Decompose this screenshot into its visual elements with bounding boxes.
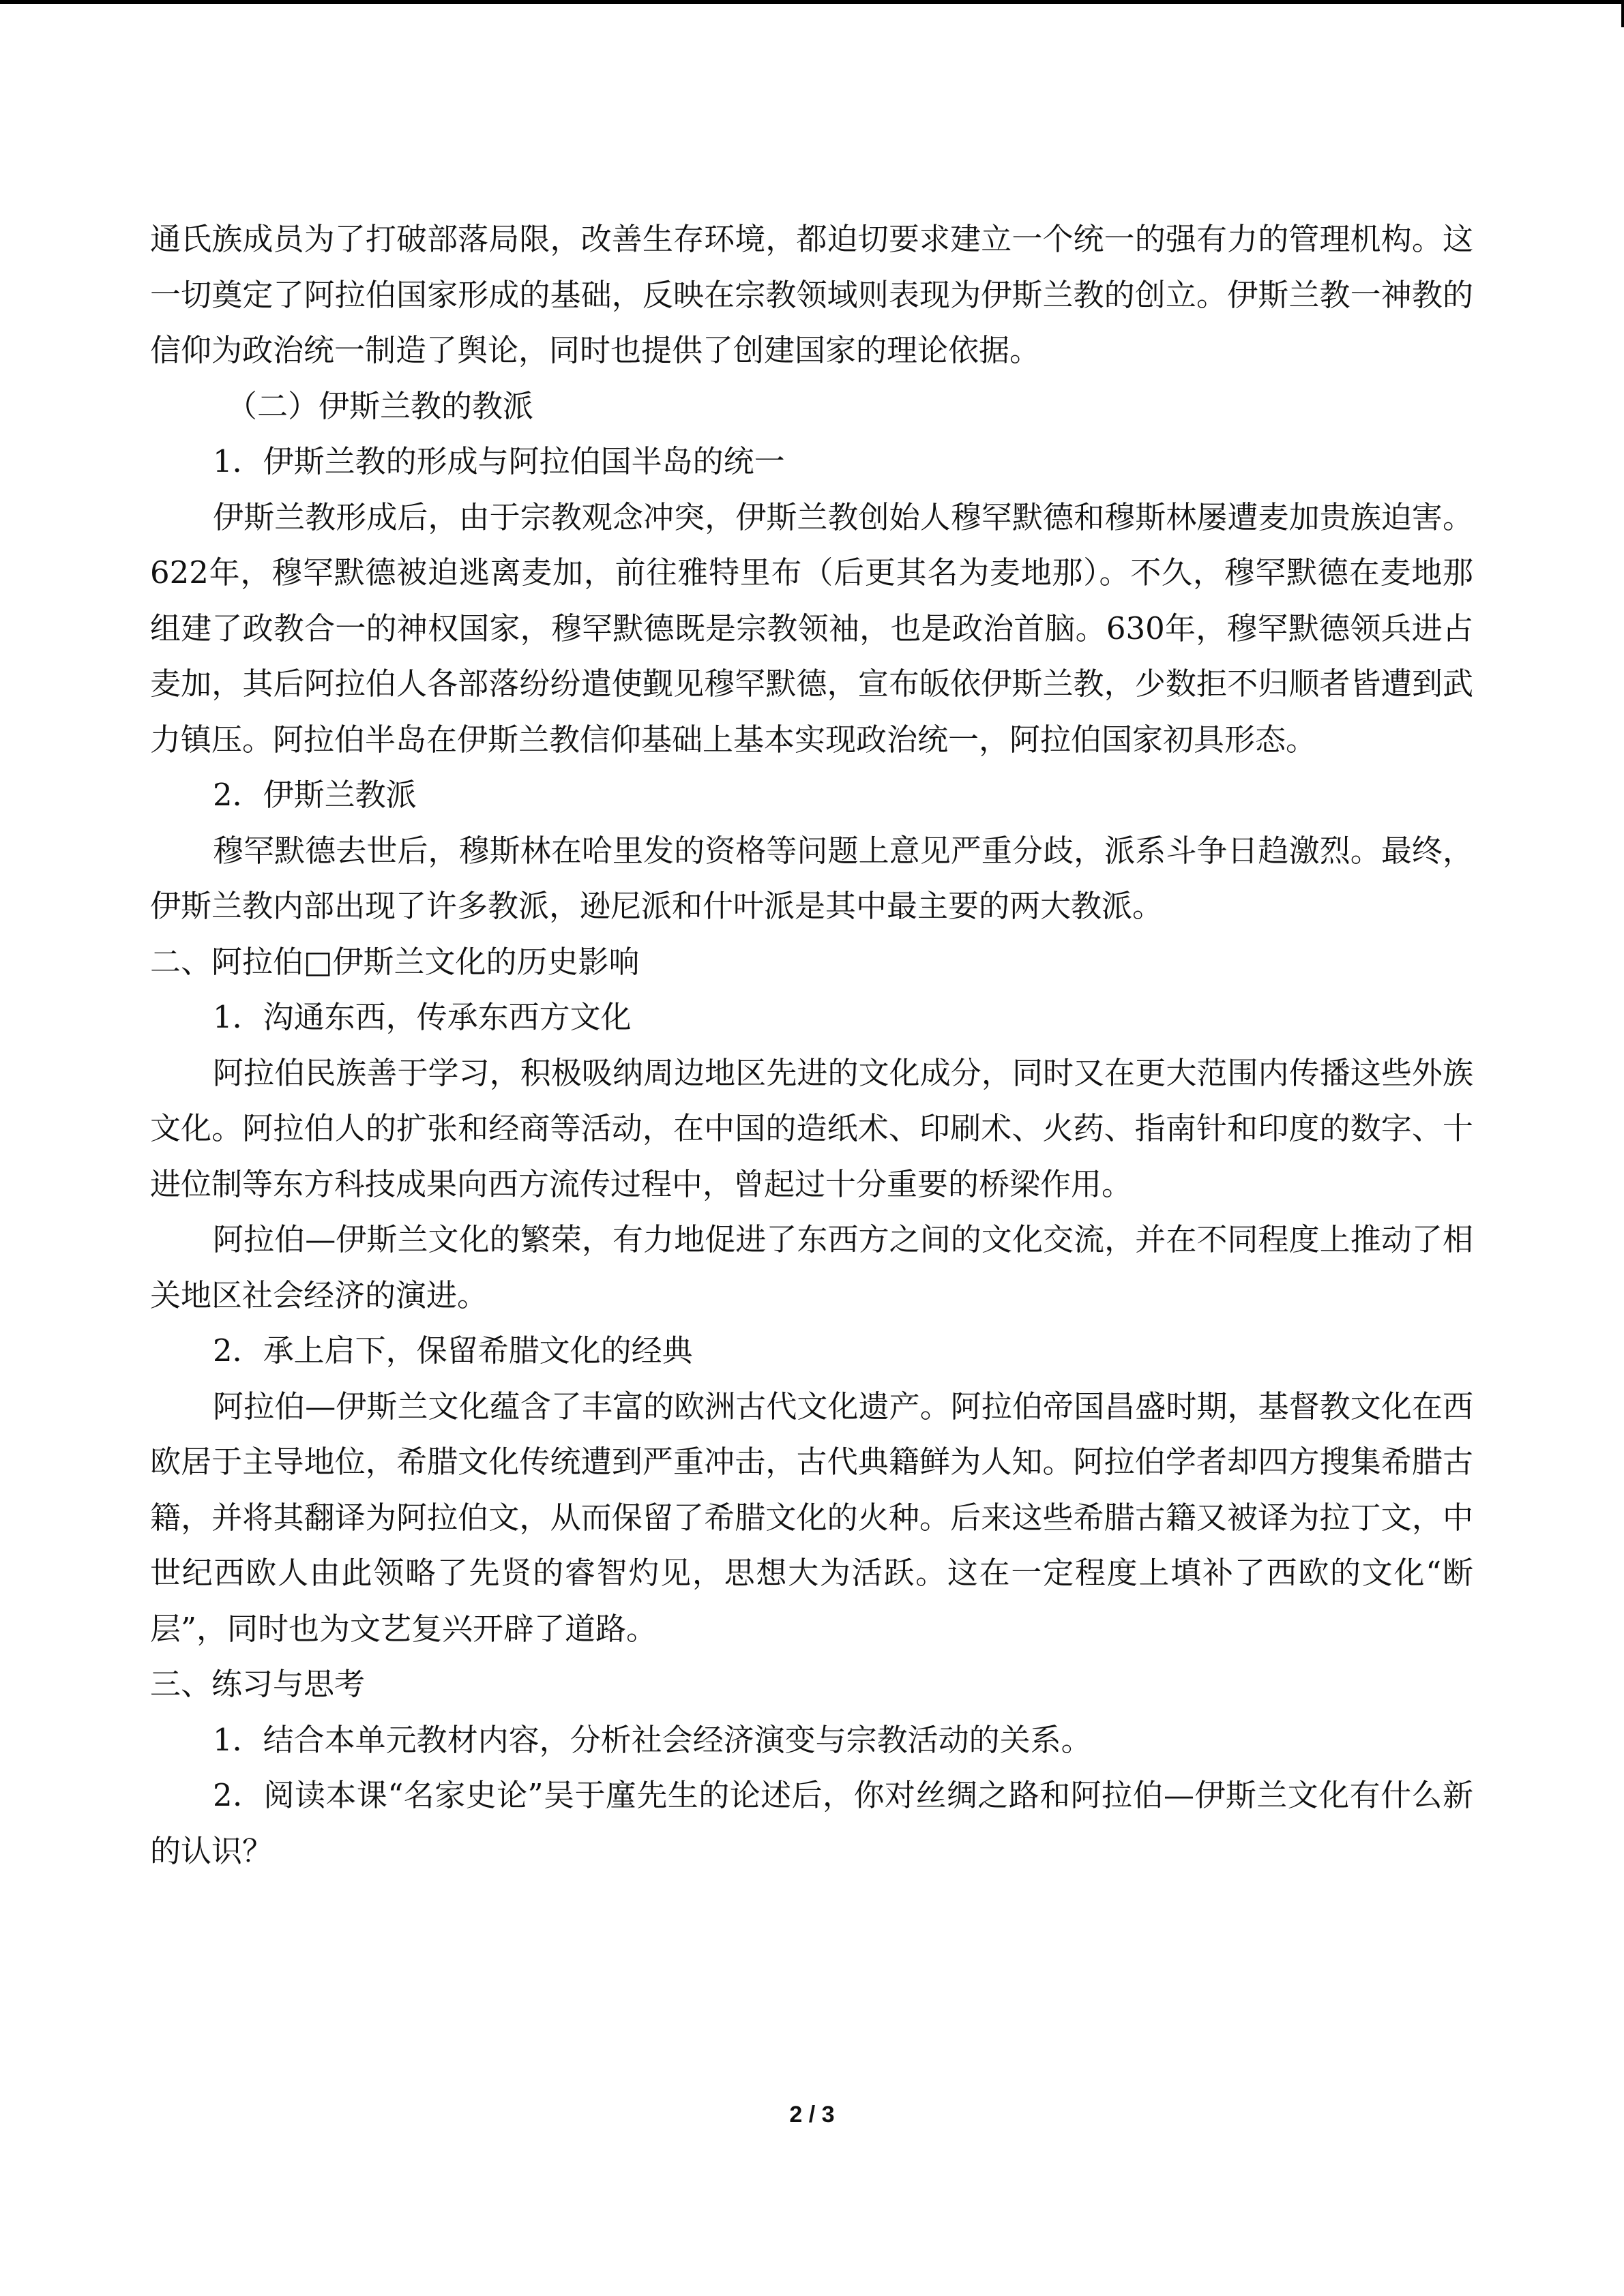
- subheading-greek-classics: 2．承上启下，保留希腊文化的经典: [213, 1332, 693, 1369]
- paragraph-continued: 通氏族成员为了打破部落局限，改善生存环境，都迫切要求建立一个统一的强有力的管理机构。这一切奠定了阿拉伯国家形成的基础，反映在宗教领域则表现为伊斯兰教的创立。伊斯兰教一神教的信仰为政治统一制造了舆论，同时也提供了创建国家的理论依据。: [150, 221, 1473, 368]
- paragraph-greek-heritage: 阿拉伯—伊斯兰文化蕴含了丰富的欧洲古代文化遗产。阿拉伯帝国昌盛时期，基督教文化在西欧居于主导地位，希腊文化传统遭到严重冲击，古代典籍鲜为人知。阿拉伯学者却四方搜集希腊古籍，并将其翻译为阿拉伯文，从而保留了希腊文化的火种。后来这些希腊古籍又被译为拉丁文，中世纪西欧人由此领略了先贤的睿智灼见，思想大为活跃。这在一定程度上填补了西欧的文化“断层”，同时也为文艺复兴开辟了道路。: [150, 1388, 1473, 1647]
- exercise-question-1: 1．结合本单元教材内容，分析社会经济演变与宗教活动的关系。: [213, 1721, 1092, 1758]
- subheading-formation-unification: 1．伊斯兰教的形成与阿拉伯国半岛的统一: [213, 443, 785, 479]
- page-number: 2 / 3: [789, 2102, 835, 2128]
- corner-mark: [1621, 0, 1624, 27]
- subheading-east-west: 1．沟通东西，传承东西方文化: [213, 999, 632, 1035]
- paragraph-cultural-exchange: 阿拉伯—伊斯兰文化的繁荣，有力地促进了东西方之间的文化交流，并在不同程度上推动了相关地区社会经济的演进。: [150, 1221, 1473, 1313]
- exercise-question-2: 2．阅读本课“名家史论”吴于廑先生的论述后，你对丝绸之路和阿拉伯—伊斯兰文化有什么新的认识？: [150, 1777, 1473, 1869]
- top-border-rule: [0, 0, 1624, 4]
- document-body: [150, 211, 1473, 1879]
- paragraph-muhammad-history: 伊斯兰教形成后，由于宗教观念冲突，伊斯兰教创始人穆罕默德和穆斯林屡遭麦加贵族迫害。622年，穆罕默德被迫逃离麦加，前往雅特里布（后更其名为麦地那）。不久，穆罕默德在麦地那组建了政教合一的神权国家，穆罕默德既是宗教领袖，也是政治首脑。630年，穆罕默德领兵进占麦加，其后阿拉伯人各部落纷纷遣使觐见穆罕默德，宣布皈依伊斯兰教，少数拒不归顺者皆遭到武力镇压。阿拉伯半岛在伊斯兰教信仰基础上基本实现政治统一，阿拉伯国家初具形态。: [150, 498, 1473, 758]
- section-heading-sects: （二）伊斯兰教的教派: [226, 387, 534, 424]
- section-heading-influence: 二、阿拉伯□伊斯兰文化的历史影响: [150, 943, 640, 980]
- subheading-islamic-sects: 2．伊斯兰教派: [213, 777, 417, 813]
- paragraph-sunni-shia: 穆罕默德去世后，穆斯林在哈里发的资格等问题上意见严重分歧，派系斗争日趋激烈。最终，伊斯兰教内部出现了许多教派，逊尼派和什叶派是其中最主要的两大教派。: [150, 832, 1473, 924]
- section-heading-exercises: 三、练习与思考: [150, 1666, 366, 1702]
- paragraph-cultural-transmission: 阿拉伯民族善于学习，积极吸纳周边地区先进的文化成分，同时又在更大范围内传播这些外族文化。阿拉伯人的扩张和经商等活动，在中国的造纸术、印刷术、火药、指南针和印度的数字、十进位制等东方科技成果向西方流传过程中，曾起过十分重要的桥梁作用。: [150, 1054, 1473, 1202]
